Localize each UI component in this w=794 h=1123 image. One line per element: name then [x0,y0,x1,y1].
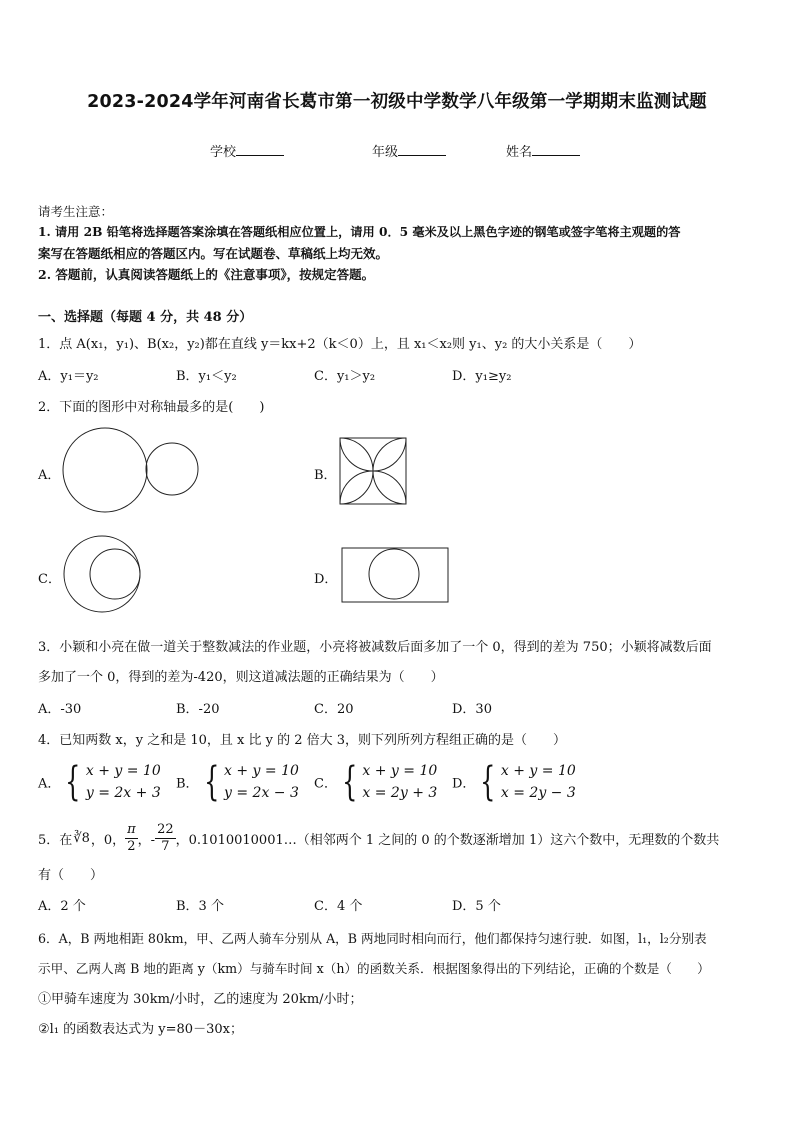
q5-cuberoot: ∛8 [73,830,90,846]
q4-b-eq2: y = 2x − 3 [224,785,299,801]
q3-stem-2: 多加了一个 0，得到的差为-420，则这道减法题的正确结果为（ ） [38,670,444,685]
q4-option-d: D． { x + y = 10 x = 2y − 3 [452,759,576,805]
q5-prefix: 5．在 [38,832,73,848]
q5-pi-den: 2 [127,838,136,854]
q4-d-eq1: x + y = 10 [500,763,576,779]
q2-stem: 2．下面的图形中对称轴最多的是( ) [38,400,265,415]
q6-stem-2: 示甲、乙两人离 B 地的距离 y（km）与骑车时间 x（h）的函数关系．根据图象得出的下列结论，正确的个数是（ ） [38,961,710,976]
q4-a-eq2: y = 2x + 3 [85,785,161,801]
q4-label-d: D． [452,776,476,792]
name-label: 姓名 [506,145,533,160]
q5-pi-fraction [125,822,138,855]
q6-c2-text: l₁ 的函数表达式为 y=80－30x； [49,1022,243,1037]
q2-figure-b [338,436,410,508]
grade-label: 年级 [372,145,399,160]
q4-d-eq2: x = 2y − 3 [500,785,576,801]
q1-option-d: D．y₁≥y₂ [452,369,512,384]
q2-label-b: B． [314,468,337,483]
q4-c-eq1: x + y = 10 [362,763,438,779]
q1-stem: 1．点 A(x₁，y₁)、B(x₂，y₂)都在直线 y＝kx+2（k＜0）上，且 x₁＜x₂则 y₁、y₂ 的大小关系是（ ） [38,337,642,352]
q5-tail: ，0.1010010001…（相邻两个 1 之间的 0 的个数逐渐增加 1）这六个数中，无理数的个数共 [175,832,720,848]
section-heading: 一、选择题（每题 4 分，共 48 分） [38,310,253,325]
q4-label-a: A． [38,776,61,792]
q5-sep: ，- [137,832,156,848]
q4-stem: 4．已知两数 x，y 之和是 10，且 x 比 y 的 2 倍大 3，则下列所列方程组正确的是（ ） [38,733,567,748]
q4-label-c: C． [314,776,337,792]
notice-item-1a: 1. 请用 2B 铅笔将选择题答案涂填在答题纸相应位置上，请用 0．5 毫米及以上黑色字迹的钢笔或签字笔将主观题的答 [38,225,681,239]
q5-zero: ，0， [90,832,126,848]
q3-option-d: D．30 [452,702,492,717]
q2-label-a: A． [38,468,61,483]
q4-label-b: B． [176,776,199,792]
name-field [506,141,580,160]
q6-c1-mark: ① [38,992,52,1007]
notice-item-2: 2. 答题前，认真阅读答题纸上的《注意事项》，按规定答题。 [38,267,375,282]
q4-option-c: C． { x + y = 10 x = 2y + 3 [314,759,438,805]
q5-f-den: 7 [161,838,170,854]
q5-stem-2: 有（ ） [38,868,104,883]
notice-item-1b: 案写在答题纸相应的答题区内。写在试题卷、草稿纸上均无效。 [38,246,389,261]
q1-option-c: C．y₁＞y₂ [314,369,376,384]
q3-option-c: C．20 [314,702,354,717]
q3-stem-1: 3．小颖和小亮在做一道关于整数减法的作业题，小亮将被减数后面多加了一个 0，得到的差为 750；小颖将减数后面 [38,640,712,655]
q6-c1-text: 甲骑车速度为 30km/小时，乙的速度为 20km/小时； [51,992,363,1007]
q2-label-d: D． [314,572,338,587]
q2-figure-a [60,425,200,525]
q6-stem-1: 6．A，B 两地相距 80km，甲、乙两人骑车分别从 A，B 两地同时相向而行，他们都保持匀速行驶．如图，l₁，l₂分别表 [38,931,707,946]
q2-figure-d [340,545,452,605]
school-label: 学校 [210,145,237,160]
q4-c-eq2: x = 2y + 3 [362,785,438,801]
q5-pi-num: π [127,821,136,837]
q5-option-d: D．5 个 [452,899,501,914]
q4-a-eq1: x + y = 10 [85,763,161,779]
grade-field [372,141,446,160]
notice-heading: 请考生注意： [38,204,114,219]
q1-option-a: A．y₁＝y₂ [38,369,99,384]
q4-option-a: A． { x + y = 10 y = 2x + 3 [38,759,161,805]
q6-conclusion-2 [38,1018,243,1037]
q6-conclusion-1 [38,988,363,1007]
q5-option-b: B．3 个 [176,899,224,914]
q5-option-c: C．4 个 [314,899,363,914]
q1-option-b: B．y₁＜y₂ [176,369,237,384]
q5-22-7-fraction [155,822,176,855]
q5-option-a: A．2 个 [38,899,86,914]
q5-stem-1 [38,818,719,858]
q4-option-b: B． { x + y = 10 y = 2x − 3 [176,759,299,805]
q5-f-num: 22 [157,821,174,837]
q6-c2-mark: ② [38,1022,50,1037]
q2-label-c: C． [38,572,61,587]
q2-figure-c [62,535,152,615]
page-title: 2023-2024学年河南省长葛市第一初级中学数学八年级第一学期期末监测试题 [87,92,707,112]
q3-option-b: B．-20 [176,702,220,717]
q3-option-a: A．-30 [38,702,82,717]
q4-b-eq1: x + y = 10 [224,763,299,779]
school-field [210,141,284,160]
